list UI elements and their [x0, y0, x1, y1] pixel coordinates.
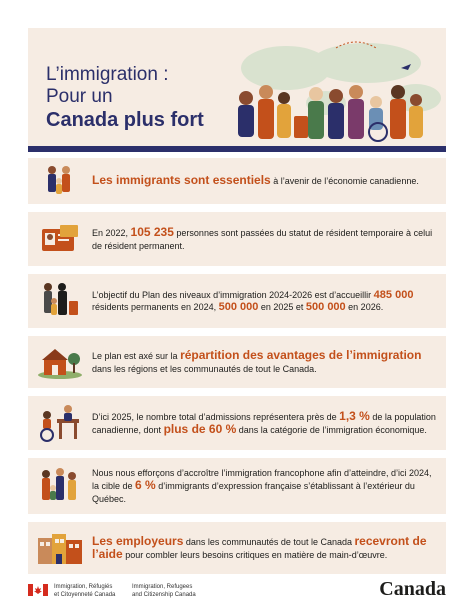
body-text: pour combler leurs besoins critiques en matière de main-d’œuvre.	[122, 550, 388, 560]
title-line-2: Pour un	[46, 86, 113, 107]
department-name-en	[132, 584, 196, 599]
fact-text-2	[92, 226, 446, 252]
highlight-text: 500 000	[218, 301, 259, 313]
fact-card-7	[28, 522, 446, 574]
highlight-text: recevront de l’aide	[92, 533, 427, 561]
storefront-icon	[28, 522, 92, 574]
francophone-family-icon	[28, 458, 92, 514]
body-text: dans les régions et les communautés de tout le Canada.	[92, 363, 317, 374]
family-icon	[28, 158, 92, 204]
body-text: Nous nous efforçons d’accroître l’immigration francophone afin d’atteindre, d’ici 2024, la cible de	[92, 467, 432, 492]
fact-card-6	[28, 458, 446, 514]
department-en-line-1: Immigration, Refugees	[132, 584, 193, 590]
fact-text-3	[92, 289, 446, 314]
body-text: en 2025 et	[258, 302, 306, 312]
highlight-text: Les employeurs	[92, 533, 184, 548]
body-text: Le plan est axé sur la	[92, 351, 181, 361]
fact-card-4	[28, 336, 446, 388]
highlight-text: 6 %	[135, 478, 156, 493]
highlight-text: Les immigrants sont essentiels	[92, 173, 271, 188]
body-text: d’immigrants d’expression française s’établissant à l’extérieur du Québec.	[92, 481, 415, 504]
id-card-icon	[28, 212, 92, 266]
fact-card-5	[28, 396, 446, 450]
body-text: résidents permanents en 2024,	[92, 302, 219, 312]
body-text: dans les communautés de tout le Canada	[183, 536, 355, 547]
highlight-text: 500 000	[305, 301, 346, 313]
department-fr-line-1: Immigration, Réfugiés	[54, 584, 113, 590]
footer	[28, 578, 446, 606]
header-rule	[28, 146, 446, 152]
fact-text-6	[92, 467, 446, 506]
fact-card-1	[28, 158, 446, 204]
title-line-3: Canada plus fort	[46, 109, 204, 131]
body-text: personnes sont passées du statut de résident temporaire à celui de résident permanent.	[92, 228, 433, 251]
farm-icon	[28, 336, 92, 388]
department-en-line-2: and Citizenship Canada	[132, 591, 196, 598]
body-text: En 2022,	[92, 228, 131, 238]
fact-text-4	[92, 349, 446, 375]
department-name-fr	[54, 584, 115, 599]
fact-card-2	[28, 212, 446, 266]
page-title	[46, 64, 246, 132]
header-banner	[28, 28, 446, 146]
canada-flag-icon	[28, 584, 48, 596]
body-text: L’objectif du Plan des niveaux d’immigration 2024-2026 est d’accueillir	[92, 289, 374, 300]
fact-text-5	[92, 410, 446, 437]
office-icon	[28, 396, 92, 450]
body-text: en 2026.	[345, 302, 384, 312]
department-fr-line-2: et Citoyenneté Canada	[54, 591, 116, 598]
travelers-icon	[28, 274, 92, 328]
fact-text-7	[92, 535, 446, 562]
body-text: à l’avenir de l’économie canadienne.	[270, 176, 419, 187]
body-text: dans la catégorie de l’immigration économique.	[236, 425, 427, 435]
world-map-illustration	[216, 28, 446, 146]
fact-card-3	[28, 274, 446, 328]
highlight-text: 485 000	[373, 288, 414, 301]
highlight-text: plus de 60 %	[163, 422, 237, 436]
title-line-1: L’immigration :	[46, 64, 169, 85]
body-text: D’ici 2025, le nombre total d’admissions représentera près de	[92, 411, 340, 422]
highlight-text: 1,3 %	[339, 408, 370, 423]
fact-text-1	[92, 174, 446, 188]
body-text: de la population canadienne, dont	[92, 411, 436, 435]
highlight-text: répartition des avantages de l’immigration	[180, 348, 422, 362]
highlight-text: 105 235	[130, 225, 174, 239]
canada-wordmark: Canada	[379, 578, 446, 600]
